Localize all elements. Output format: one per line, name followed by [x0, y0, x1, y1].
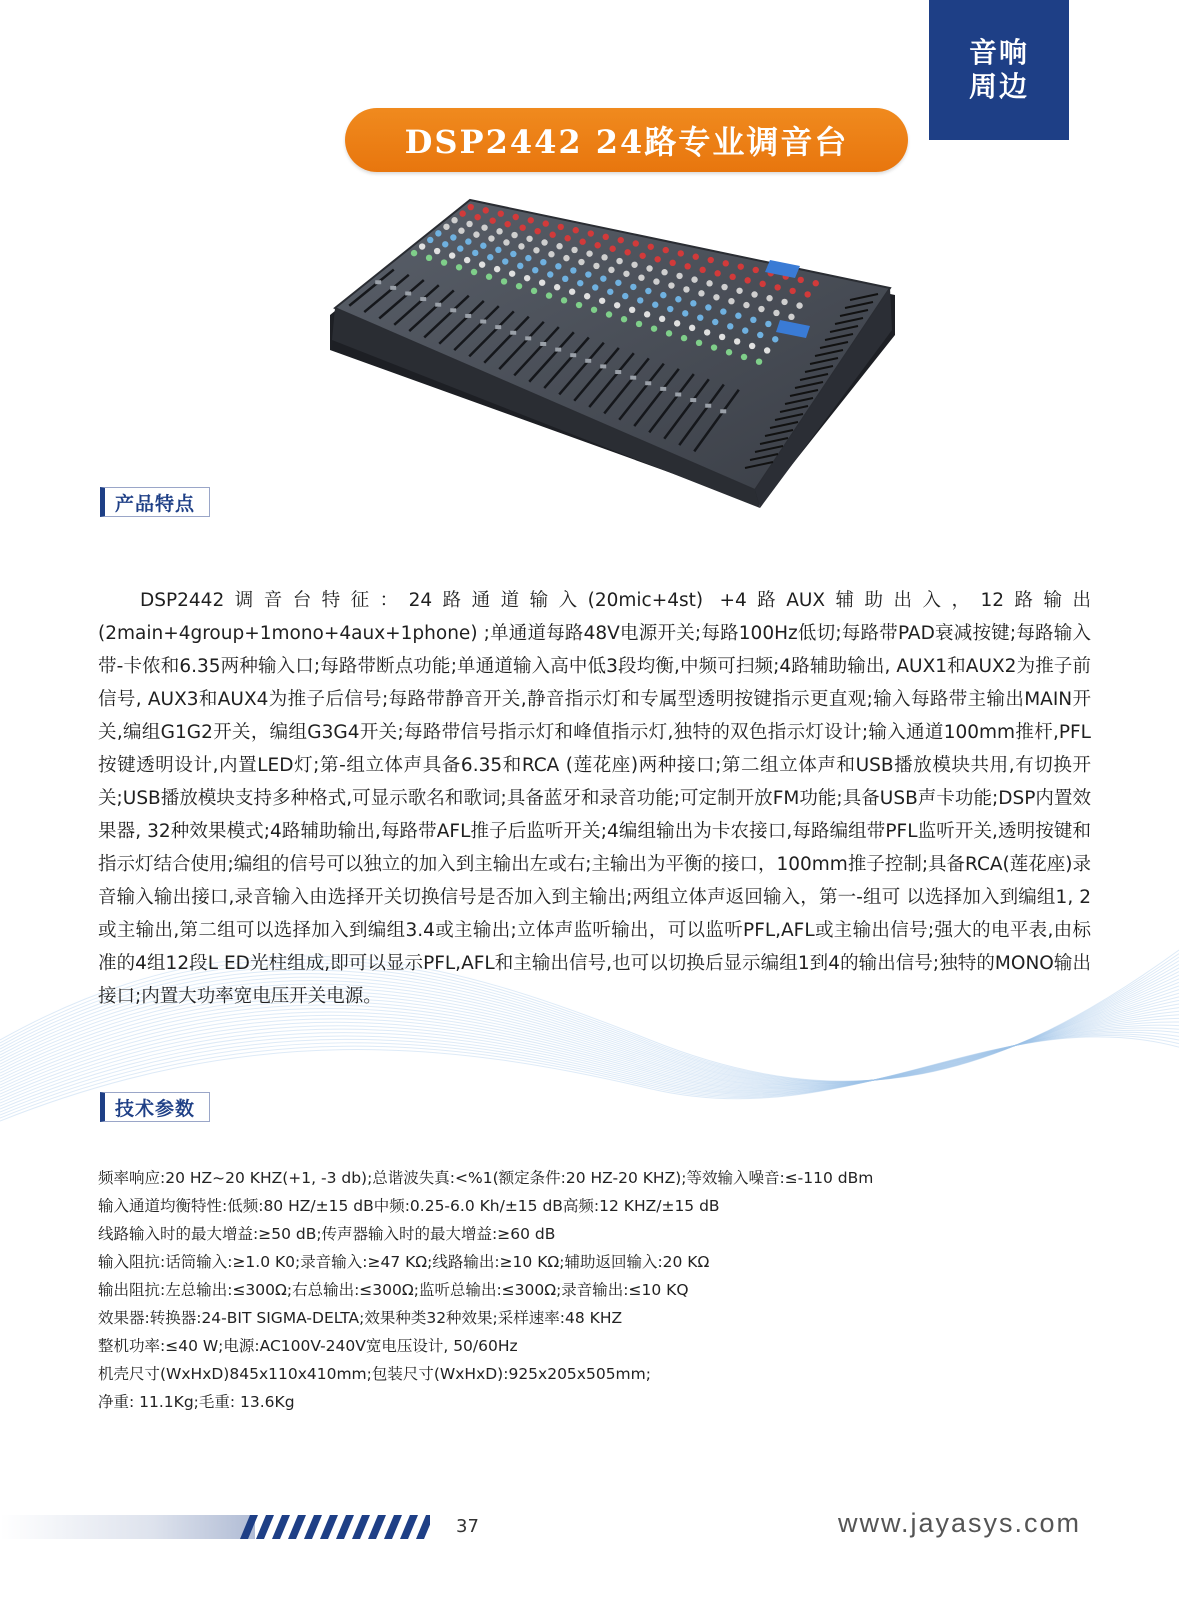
mixer-knob	[741, 354, 747, 360]
mixer-knob	[648, 244, 654, 250]
mixer-knob	[481, 224, 487, 230]
mixer-knob	[569, 289, 575, 295]
mixer-knob	[678, 250, 684, 256]
wave-line	[0, 1015, 1179, 1094]
mixer-knob	[494, 266, 500, 272]
mixer-knob	[744, 277, 750, 283]
mixer-knob	[511, 232, 517, 238]
mixer-knob	[607, 289, 613, 295]
mixer-knob	[713, 294, 719, 300]
mixer-knob	[435, 230, 441, 236]
mixer-knob	[729, 274, 735, 280]
fader-cap	[480, 320, 486, 324]
mixer-knob	[441, 259, 447, 265]
mixer-knob	[691, 276, 697, 282]
mixer-knob	[796, 302, 802, 308]
mixer-knob	[474, 214, 480, 220]
mixer-knob	[661, 269, 667, 275]
mixer-knob	[577, 280, 583, 286]
mixer-knob	[509, 270, 515, 276]
spec-line: 机壳尺寸(WxHxD)845x110x410mm;包装尺寸(WxHxD):925x205x505mm;	[98, 1365, 651, 1383]
mixer-knob	[601, 254, 607, 260]
wave-line	[0, 1000, 1179, 1087]
mixer-knob	[591, 307, 597, 313]
mixer-knob	[633, 240, 639, 246]
mixer-knob	[654, 256, 660, 262]
website-url: www.jayasys.com	[837, 1508, 1081, 1538]
stripe	[352, 1515, 370, 1539]
mixer-knob	[449, 252, 455, 258]
mixer-knob	[766, 295, 772, 301]
mixer-knob	[487, 254, 493, 260]
stripe	[336, 1515, 354, 1539]
wave-line	[0, 1011, 1179, 1091]
mixer-knob	[558, 224, 564, 230]
mixer-knob	[427, 237, 433, 243]
mixer-knob	[561, 297, 567, 303]
mixer-knob	[600, 275, 606, 281]
mixer-knob	[426, 255, 432, 261]
mixer-knob	[496, 228, 502, 234]
footer-gradient-bar	[0, 1515, 255, 1539]
mixer-knob	[513, 214, 519, 220]
stripe	[304, 1515, 322, 1539]
mixer-knob	[471, 269, 477, 275]
mixer-knob	[719, 334, 725, 340]
mixer-knob	[813, 280, 819, 286]
mixer-knob	[726, 349, 732, 355]
fader-cap	[450, 308, 456, 312]
mixer-knob	[539, 279, 545, 285]
mixer-knob	[714, 270, 720, 276]
mixer-knob	[593, 263, 599, 269]
fader-cap	[720, 409, 726, 413]
mixer-knob	[486, 274, 492, 280]
mixer-knob	[728, 298, 734, 304]
mixer-knob	[682, 310, 688, 316]
fader-cap	[525, 336, 531, 340]
mixer-knob	[798, 277, 804, 283]
mixer-knob	[594, 242, 600, 248]
product-title: DSP2442 24路专业调音台	[345, 108, 908, 172]
mixer-console-image	[330, 190, 920, 520]
mixer-knob	[464, 257, 470, 263]
mixer-knob	[603, 234, 609, 240]
spec-line: 整机功率:≤40 W;电源:AC100V-240V宽电压设计, 50/60Hz	[98, 1337, 518, 1355]
mixer-knob	[652, 302, 658, 308]
fader-cap	[615, 370, 621, 374]
mixer-knob	[753, 267, 759, 273]
stripe	[256, 1515, 274, 1539]
mixer-knob	[669, 260, 675, 266]
stripe	[416, 1515, 430, 1539]
mixer-knob	[479, 261, 485, 267]
stripe	[272, 1515, 290, 1539]
mixer-knob	[749, 343, 755, 349]
mixer-knob	[759, 281, 765, 287]
mixer-knob	[676, 273, 682, 279]
mixer-knob	[532, 267, 538, 273]
spec-line: 净重: 11.1Kg;毛重: 13.6Kg	[98, 1393, 295, 1411]
mixer-knob	[630, 284, 636, 290]
mixer-knob	[534, 228, 540, 234]
fader-cap	[390, 286, 396, 290]
mixer-knob	[419, 243, 425, 249]
wave-line	[0, 1004, 1179, 1088]
mixer-knob	[736, 288, 742, 294]
stripe	[384, 1515, 402, 1539]
mixer-knob	[624, 249, 630, 255]
mixer-knob	[772, 336, 778, 342]
mixer-knob	[483, 207, 489, 213]
mixer-knob	[578, 259, 584, 265]
mixer-knob	[622, 293, 628, 299]
category-tab-line2: 周边	[968, 70, 1029, 103]
mixer-knob	[638, 274, 644, 280]
mixer-knob	[443, 224, 449, 230]
mixer-knob	[459, 210, 465, 216]
mixer-knob	[712, 319, 718, 325]
mixer-knob	[489, 217, 495, 223]
mixer-knob	[579, 239, 585, 245]
spec-line: 输出阻抗:左总输出:≤300Ω;右总输出:≤300Ω;监听总输出:≤300Ω;录音输出:≤10 KQ	[98, 1281, 689, 1299]
mixer-knob	[588, 230, 594, 236]
mixer-knob	[663, 247, 669, 253]
mixer-knob	[504, 221, 510, 227]
mixer-knob	[738, 263, 744, 269]
mixer-knob	[615, 280, 621, 286]
wave-line	[0, 1008, 1179, 1089]
mixer-knob	[586, 250, 592, 256]
fader-cap	[420, 297, 426, 301]
mixer-knob	[451, 217, 457, 223]
spec-line: 输入阻抗:话筒输入:≥1.0 K0;录音输入:≥47 KΩ;线路输出:≥10 KΩ;辅助返回输入:20 KΩ	[98, 1253, 710, 1271]
mixer-knob	[765, 321, 771, 327]
mixer-knob	[549, 232, 555, 238]
mixer-knob	[756, 358, 762, 364]
fader-cap	[375, 280, 381, 284]
mixer-knob	[674, 320, 680, 326]
stripe	[368, 1515, 386, 1539]
mixer-knob	[764, 347, 770, 353]
mixer-knob	[576, 302, 582, 308]
mixer-knob	[704, 329, 710, 335]
specs-section-label: 技术参数	[100, 1092, 210, 1122]
mixer-knob	[666, 330, 672, 336]
stripe	[240, 1515, 258, 1539]
mixer-knob	[720, 308, 726, 314]
mixer-knob	[468, 204, 474, 210]
mixer-knob	[606, 311, 612, 317]
mixer-knob	[721, 284, 727, 290]
mixer-knob	[473, 231, 479, 237]
mixer-knob	[456, 264, 462, 270]
mixer-knob	[563, 255, 569, 261]
mixer-knob	[547, 271, 553, 277]
mixer-knob	[696, 340, 702, 346]
mixer-knob	[645, 288, 651, 294]
mixer-knob	[528, 217, 534, 223]
fader-cap	[705, 404, 711, 408]
mixer-knob	[699, 267, 705, 273]
mixer-knob	[554, 284, 560, 290]
mixer-knob	[781, 299, 787, 305]
mixer-knob	[705, 304, 711, 310]
page-number: 37	[456, 1516, 479, 1537]
mixer-knob	[757, 332, 763, 338]
mixer-knob	[472, 250, 478, 256]
fader-cap	[585, 359, 591, 363]
spec-line: 输入通道均衡特性:低频:80 HZ/±15 dB中频:0.25-6.0 Kh/±15 dB高频:12 KHZ/±15 dB	[98, 1197, 720, 1215]
mixer-knob	[608, 267, 614, 273]
mixer-knob	[758, 306, 764, 312]
mixer-knob	[573, 227, 579, 233]
mixer-knob	[751, 291, 757, 297]
mixer-knob	[465, 238, 471, 244]
mixer-knob	[556, 243, 562, 249]
mixer-knob	[684, 263, 690, 269]
mixer-knob	[667, 306, 673, 312]
mixer-knob	[690, 300, 696, 306]
mixer-knob	[510, 251, 516, 257]
features-paragraph: DSP2442调音台特征：24路通道输入(20mic+4st) +4路AUX辅助出入，12路输出(2main+4group+1mono+4aux+1phone) ;单通道每路48V电源开关;每路100Hz低切;每路带PAD衰减按键;每路输入带-卡侬和6.35两种输入口;每路带断点功能;单通道输入高中低3段均衡,中频可扫频;4路辅助输出, AUX1和AUX2为推子前信号, AUX3和AUX4为推子后信号;每路带静音开关,静音指示灯和专属型透明按键指示更直观;输入每路带主输出MAIN开关,编组G1G2开关，编组G3G4开关;每路带信号指示灯和峰值指示灯,独特的双色指示灯设计;输入通道100mm推杆,PFL按键透明设计,内置LED灯;第-组立体声具备6.35和RCA (莲花座)两种接口;第二组立体声和USB播放模块共用,有切换开关;USB播放模块支持多种格式,可显示歌名和歌词;具备蓝牙和录音功能;可定制开放FM功能;具备USB声卡功能;DSP内置效果器, 32种效果模式;4路辅助输出,每路带AFL推子后监听开关;4编组输出为卡农接口,每路编组带PFL监听开关,透明按键和指示灯结合使用;编组的信号可以独立的加入到主输出左或右;主输出为平衡的接口，100mm推子控制;具备RCA(莲花座)录音输入输出接口,录音输入由选择开关切换信号是否加入到主输出;两组立体声返回输入，第一-组可 以选择加入到编组1, 2或主输出,第二组可以选择加入到编组3.4或主输出;立体声监听输出，可以监听PFL,AFL或主输出信号;强大的电平表,由标准的4组12段L ED光柱组成,即可以显示PFL,AFL和主输出信号,也可以切换后显示编组1到4的输出信号;独特的MONO输出接口;内置大功率宽电压开关电源。	[98, 590, 1091, 1007]
mixer-knob	[571, 247, 577, 253]
mixer-knob	[517, 263, 523, 269]
stripe	[400, 1515, 418, 1539]
fader-cap	[675, 392, 681, 396]
mixer-knob	[631, 262, 637, 268]
mixer-knob	[653, 278, 659, 284]
mixer-knob	[660, 292, 666, 298]
mixer-knob	[548, 251, 554, 257]
fader-cap	[510, 331, 516, 335]
features-section-label: 产品特点	[100, 487, 210, 517]
mixer-knob	[675, 296, 681, 302]
mixer-knob	[804, 291, 810, 297]
mixer-knob	[750, 317, 756, 323]
mixer-knob	[531, 288, 537, 294]
mixer-knob	[621, 316, 627, 322]
fader-cap	[660, 387, 666, 391]
mixer-knob	[723, 260, 729, 266]
mixer-knob	[683, 286, 689, 292]
mixer-knob	[592, 284, 598, 290]
mixer-knob	[457, 245, 463, 251]
mixer-knob	[788, 314, 794, 320]
mixer-knob	[774, 284, 780, 290]
mixer-knob	[450, 234, 456, 240]
mixer-knob	[644, 311, 650, 317]
mixer-knob	[502, 258, 508, 264]
mixer-knob	[659, 316, 665, 322]
mixer-knob	[541, 239, 547, 245]
mixer-knob	[693, 254, 699, 260]
mixer-knob	[599, 298, 605, 304]
mixer-knob	[526, 236, 532, 242]
mixer-knob	[466, 221, 472, 227]
mixer-knob	[614, 302, 620, 308]
mixer-knob	[734, 338, 740, 344]
mixer-knob	[434, 248, 440, 254]
mixer-knob	[458, 228, 464, 234]
fader-cap	[690, 398, 696, 402]
mixer-knob	[555, 263, 561, 269]
wave-line	[0, 1022, 1179, 1100]
wave-line	[0, 1018, 1179, 1097]
mixer-knob	[609, 246, 615, 252]
mixer-knob	[711, 344, 717, 350]
fader-cap	[570, 353, 576, 357]
mixer-knob	[503, 239, 509, 245]
mixer-knob	[518, 243, 524, 249]
mixer-knob	[411, 250, 417, 256]
mixer-knob	[498, 210, 504, 216]
mixer-knob	[546, 292, 552, 298]
specs-list	[98, 1164, 1098, 1416]
fader-cap	[405, 291, 411, 295]
mixer-knob	[646, 265, 652, 271]
mixer-knob	[525, 255, 531, 261]
mixer-knob	[618, 237, 624, 243]
spec-line: 效果器:转换器:24-BIT SIGMA-DELTA;效果种类32种效果;采样速率:48 KHZ	[98, 1309, 623, 1327]
mixer-knob	[533, 247, 539, 253]
stripe	[320, 1515, 338, 1539]
mixer-knob	[501, 278, 507, 284]
mixer-knob	[743, 302, 749, 308]
mixer-knob	[698, 290, 704, 296]
mixer-knob	[495, 247, 501, 253]
mixer-knob	[681, 335, 687, 341]
mixer-knob	[442, 241, 448, 247]
mixer-knob	[540, 259, 546, 265]
mixer-knob	[564, 235, 570, 241]
mixer-knob	[623, 271, 629, 277]
fader-cap	[495, 325, 501, 329]
mixer-knob	[651, 325, 657, 331]
mixer-knob	[697, 314, 703, 320]
mixer-knob	[727, 323, 733, 329]
fader-cap	[600, 364, 606, 368]
fader-cap	[465, 314, 471, 318]
category-tab-line1: 音响	[968, 36, 1029, 69]
mixer-knob	[570, 267, 576, 273]
fader-cap	[645, 381, 651, 385]
mixer-knob	[773, 310, 779, 316]
mixer-knob	[742, 327, 748, 333]
stripe	[288, 1515, 306, 1539]
mixer-knob	[524, 275, 530, 281]
fader-cap	[555, 348, 561, 352]
mixer-knob	[789, 288, 795, 294]
spec-line: 频率响应:20 HZ~20 KHZ(+1, -3 db);总谐波失真:<%1(额定条件:20 HZ-20 KHZ);等效输入噪音:≤-110 dBm	[98, 1169, 874, 1187]
mixer-knob	[636, 321, 642, 327]
mixer-knob	[706, 280, 712, 286]
mixer-knob	[584, 293, 590, 299]
fader-cap	[540, 342, 546, 346]
mixer-knob	[668, 282, 674, 288]
mixer-knob	[488, 235, 494, 241]
spec-line: 线路输入时的最大增益:≥50 dB;传声器输入时的最大增益:≥60 dB	[98, 1225, 556, 1243]
mixer-knob	[639, 253, 645, 259]
mixer-knob	[519, 224, 525, 230]
mixer-knob	[480, 243, 486, 249]
mixer-knob	[616, 258, 622, 264]
mixer-knob	[708, 257, 714, 263]
fader-cap	[630, 376, 636, 380]
mixer-knob	[629, 307, 635, 313]
mixer-knob	[637, 297, 643, 303]
mixer-knob	[516, 283, 522, 289]
mixer-knob	[543, 220, 549, 226]
fader-cap	[435, 303, 441, 307]
mixer-knob	[585, 271, 591, 277]
mixer-knob	[562, 276, 568, 282]
category-tab	[929, 0, 1069, 140]
diagonal-stripes-icon	[230, 1515, 430, 1539]
mixer-knob	[735, 313, 741, 319]
mixer-knob	[689, 325, 695, 331]
